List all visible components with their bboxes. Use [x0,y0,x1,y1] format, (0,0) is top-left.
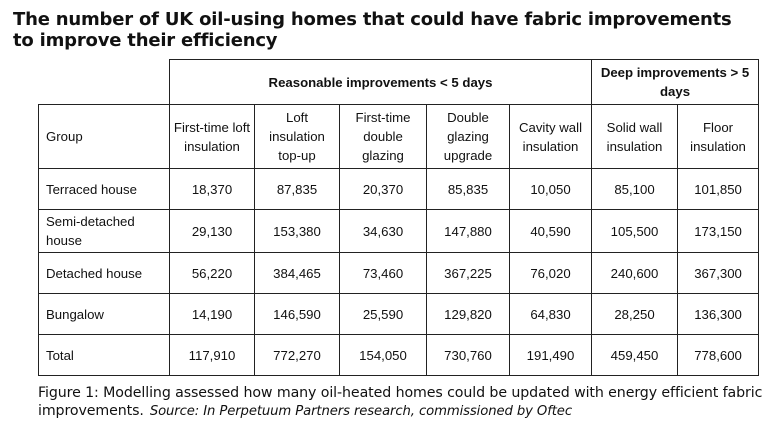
table-row [39,294,759,335]
table-cell: 101,850 [678,169,759,210]
column-group-row [39,60,759,105]
figure-caption [38,384,763,421]
table-cell: 173,150 [678,210,759,253]
empty-corner-cell [39,60,170,105]
table-row [39,253,759,294]
table-cell: 14,190 [170,294,255,335]
table-cell: 459,450 [592,335,678,376]
table-cell: 64,830 [510,294,592,335]
table-cell: 28,250 [592,294,678,335]
table-cell: 772,270 [255,335,340,376]
table-cell: 25,590 [340,294,427,335]
column-header: First-time loft insulation [170,105,255,169]
table-row [39,335,759,376]
table-cell: 117,910 [170,335,255,376]
table-cell: 367,225 [427,253,510,294]
table-cell: 18,370 [170,169,255,210]
row-label: Terraced house [39,169,170,210]
table-cell: 240,600 [592,253,678,294]
row-label: Detached house [39,253,170,294]
table-cell: 76,020 [510,253,592,294]
table-cell: 85,100 [592,169,678,210]
table-cell: 153,380 [255,210,340,253]
data-table [38,59,759,376]
table-body [39,169,759,376]
column-group-reasonable: Reasonable improvements < 5 days [170,60,592,105]
column-header: Group [39,105,170,169]
table-cell: 778,600 [678,335,759,376]
table-cell: 40,590 [510,210,592,253]
table-cell: 730,760 [427,335,510,376]
column-header-row [39,105,759,169]
column-group-deep: Deep improvements > 5 days [592,60,759,105]
row-label: Bungalow [39,294,170,335]
column-header: First-time double glazing [340,105,427,169]
column-header: Loft insulation top-up [255,105,340,169]
table-cell: 10,050 [510,169,592,210]
column-header: Floor insulation [678,105,759,169]
row-label: Semi-detached house [39,210,170,253]
table-cell: 367,300 [678,253,759,294]
table-row [39,210,759,253]
table-cell: 136,300 [678,294,759,335]
table-cell: 87,835 [255,169,340,210]
table-cell: 146,590 [255,294,340,335]
column-header: Double glazing upgrade [427,105,510,169]
table-cell: 20,370 [340,169,427,210]
chart-title: The number of UK oil-using homes that could have fabric improvements to improve their efficiency [13,9,732,51]
table-cell: 154,050 [340,335,427,376]
caption-text: Figure 1: Modelling assessed how many oil-heated homes could be updated with energy efficient fabric improvements. [38,385,763,419]
row-label: Total [39,335,170,376]
table-cell: 384,465 [255,253,340,294]
table-cell: 85,835 [427,169,510,210]
table-cell: 56,220 [170,253,255,294]
table-cell: 29,130 [170,210,255,253]
source-text: Source: In Perpetuum Partners research, commissioned by Oftec [149,404,572,419]
table-cell: 105,500 [592,210,678,253]
table-cell: 73,460 [340,253,427,294]
column-header: Cavity wall insulation [510,105,592,169]
table-row [39,169,759,210]
table-cell: 129,820 [427,294,510,335]
table-cell: 147,880 [427,210,510,253]
table-cell: 34,630 [340,210,427,253]
column-header: Solid wall insulation [592,105,678,169]
table-cell: 191,490 [510,335,592,376]
